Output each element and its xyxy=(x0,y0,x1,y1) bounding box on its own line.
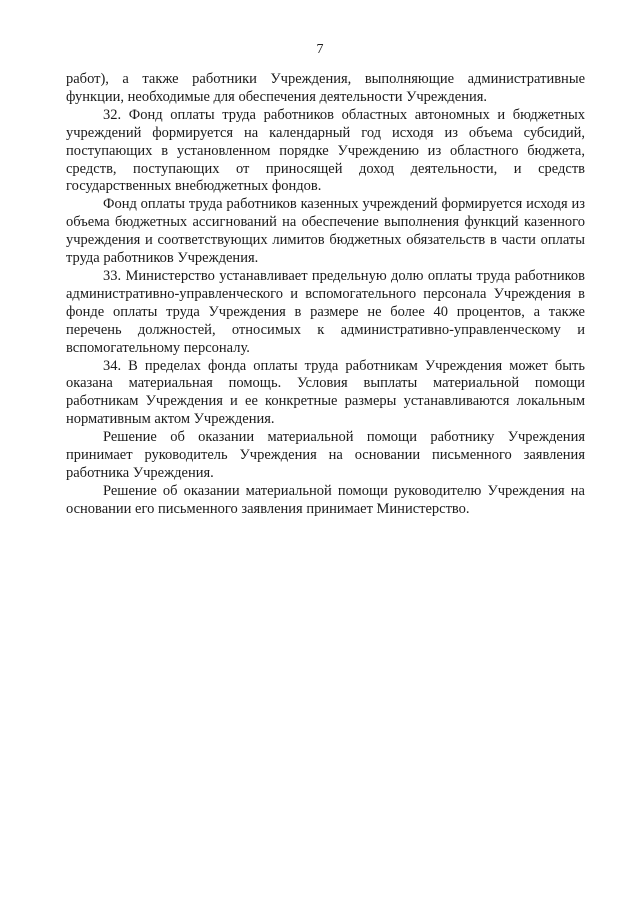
paragraph-treasury-institutions: Фонд оплаты труда работников казенных учреждений формируется исходя из объема бюджетных ассигнований на обеспечение выполнения функций казенного учреждения и соответствующих лимитов бюджетных обязательств в части оплаты труда работников Учреждения. xyxy=(66,196,585,267)
paragraph-34-material-aid: 34. В пределах фонда оплаты труда работникам Учреждения может быть оказана материальная помощь. Условия выплаты материальной помощи работникам Учреждения и ее конкретные размеры устанавливаются локальным нормативным актом Учреждения. xyxy=(66,357,585,428)
paragraph-continuation: работ), а также работники Учреждения, выполняющие административные функции, необходимые для обеспечения деятельности Учреждения. xyxy=(66,71,585,105)
paragraph-32-budget-institutions: 32. Фонд оплаты труда работников областных автономных и бюджетных учреждений формируется на календарный год исходя из объема субсидий, поступающих в установленном порядке Учреждению из областного бюджета, средств, поступающих от приносящей доход деятельности, и средств государственных внебюджетных фондов. xyxy=(66,106,585,195)
paragraph-aid-decision-head: Решение об оказании материальной помощи руководителю Учреждения на основании его письменного заявления принимает Министерство. xyxy=(66,482,585,517)
document-body xyxy=(66,71,585,519)
paragraph-33-admin-share: 33. Министерство устанавливает предельную долю оплаты труда работников административно-управленческого и вспомогательного персонала Учреждения в фонде оплаты труда Учреждения в размере не более 40 процентов, а также перечень должностей, относимых к административно-управленческому и вспомогательному персоналу. xyxy=(66,267,585,356)
paragraph-aid-decision-employee: Решение об оказании материальной помощи работнику Учреждения принимает руководитель Учреждения на основании письменного заявления работника Учреждения. xyxy=(66,429,585,481)
page-number: 7 xyxy=(316,42,324,57)
